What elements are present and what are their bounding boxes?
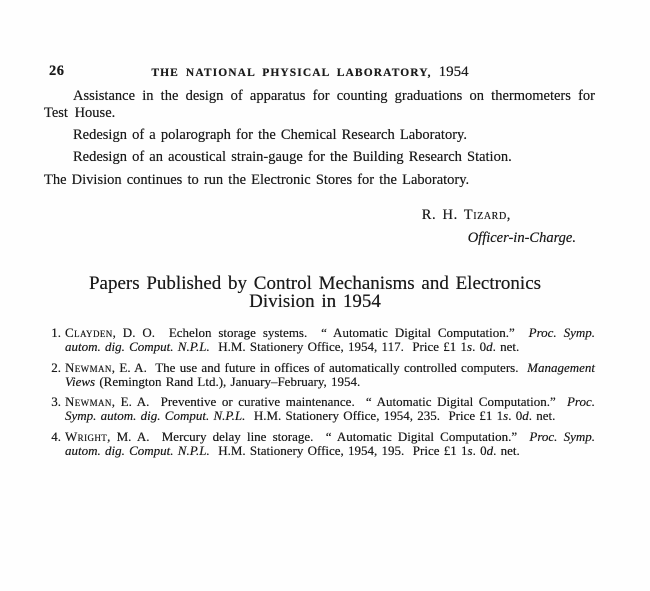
section-heading-line1: Papers Published by Control Mechanisms and Electronics — [88, 273, 542, 294]
reference-text-segment: Proc. Symp. autom. dig. Comput. N.P.L. — [65, 325, 595, 355]
reference-text-segment: . net. — [492, 339, 520, 355]
reference-text-segment: d — [522, 408, 529, 424]
reference-text-segment: (Remington Rand Ltd.), January–February, 1954. — [95, 373, 361, 389]
reference-item — [44, 430, 595, 459]
reference-text-segment: . 0 — [472, 339, 487, 355]
signature-block — [44, 207, 595, 247]
reference-text — [65, 361, 595, 390]
body-paragraph: The Division continues to run the Electronic Stores for the Laboratory. — [44, 171, 470, 188]
page-number: 26 — [49, 63, 65, 79]
reference-text-segment: H.M. Stationery Office, 1954, 117. Price £1 1 — [209, 339, 468, 355]
reference-text — [65, 395, 595, 424]
reference-text-segment: d — [486, 339, 493, 355]
reference-text-segment: s — [467, 443, 473, 459]
reference-text-segment: . 0 — [472, 443, 487, 459]
reference-number: 3. — [51, 394, 61, 410]
reference-text-segment: s — [503, 408, 509, 424]
running-title-year: 1954 — [438, 64, 469, 80]
section-heading-line2: Division in 1954 — [249, 290, 381, 312]
reference-text-segment: , E. A. Preventive or curative maintenance. “ Automatic Digital Computation.” — [111, 394, 567, 410]
references-list — [44, 326, 595, 464]
reference-text-segment: Proc. Symp. autom. dig. Comput. N.P.L. — [65, 394, 595, 424]
page-header — [44, 63, 600, 83]
reference-item — [44, 326, 595, 355]
reference-text-segment: . net. — [493, 443, 520, 459]
body-paragraph: Assistance in the design of apparatus for counting graduations on thermometers for Test House. — [44, 88, 595, 121]
reference-text — [65, 430, 595, 459]
reference-text-segment: Wright — [65, 428, 108, 444]
reference-text-segment: , M. A. Mercury delay line storage. “ Automatic Digital Computation.” — [107, 428, 530, 444]
reference-item — [44, 361, 595, 390]
reference-text-segment: H.M. Stationery Office, 1954, 195. Price £1 1 — [209, 443, 468, 459]
reference-text-segment: , E. A. The use and future in offices of automatically controlled computers. — [111, 359, 528, 375]
running-title-text: THE NATIONAL PHYSICAL LABORATORY, — [151, 67, 432, 79]
reference-text-segment: H.M. Stationery Office, 1954, 235. Price £1 1 — [245, 408, 504, 424]
reference-number: 4. — [51, 428, 61, 444]
reference-number: 2. — [51, 359, 61, 375]
body-paragraph: Redesign of a polarograph for the Chemical Research Laboratory. — [73, 127, 467, 144]
reference-text-segment: , D. O. Echelon storage systems. “ Automatic Digital Computation.” — [112, 325, 529, 340]
reference-number: 1. — [51, 325, 61, 340]
signature-name: R. H. Tizard, — [421, 207, 511, 223]
reference-text-segment: s — [467, 339, 473, 355]
reference-text-segment: Clayden — [65, 325, 113, 340]
body-text — [44, 88, 595, 194]
reference-text-segment: Newman — [65, 359, 112, 375]
section-heading — [30, 275, 600, 310]
body-paragraph: Redesign of an acoustical strain-gauge for the Building Research Station. — [73, 149, 512, 166]
reference-text-segment: . 0 — [508, 408, 523, 424]
reference-text-segment: Proc. Symp. autom. dig. Comput. N.P.L. — [65, 428, 595, 459]
reference-item — [44, 395, 595, 424]
reference-text — [65, 326, 595, 355]
reference-text-segment: . net. — [528, 408, 556, 424]
signature-title: Officer-in-Charge. — [467, 230, 576, 246]
reference-text-segment: Newman — [65, 394, 112, 410]
running-title — [32, 64, 588, 81]
reference-text-segment: Management Views — [65, 359, 595, 389]
reference-text-segment: d — [486, 443, 494, 459]
